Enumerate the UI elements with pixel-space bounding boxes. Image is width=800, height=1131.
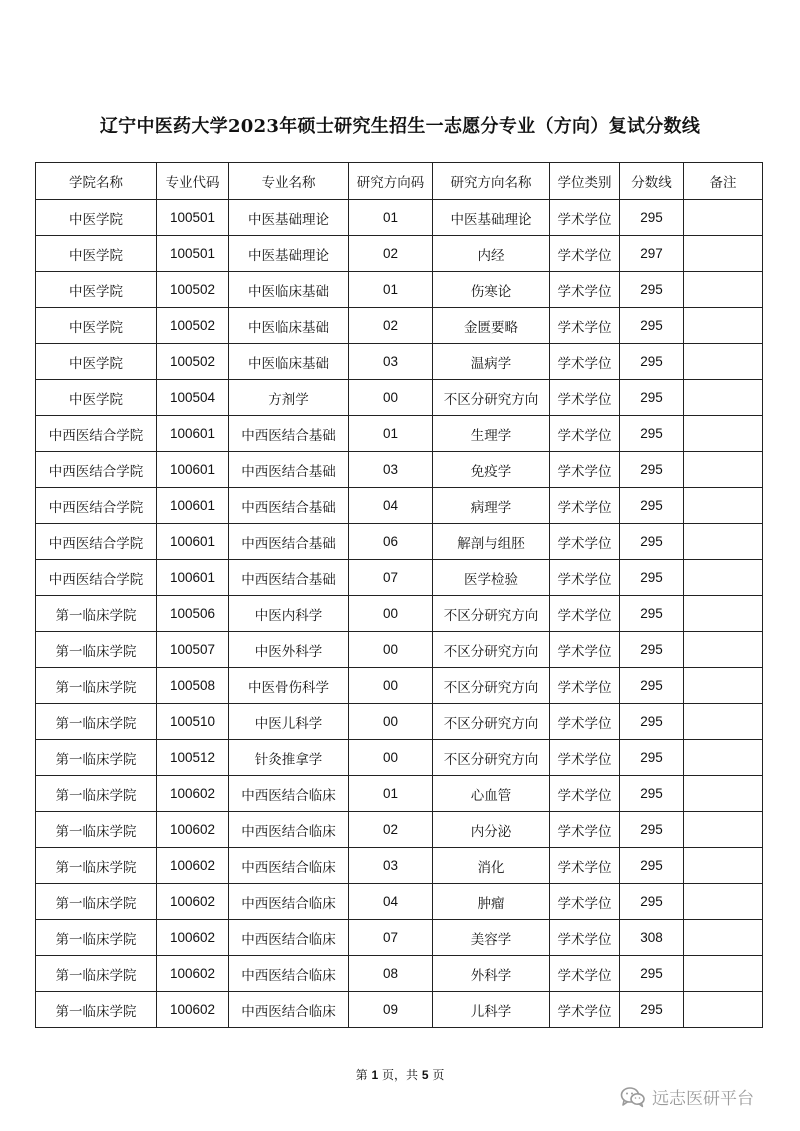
cell-remarks [684, 344, 763, 380]
cell-college: 中医学院 [36, 272, 157, 308]
cell-major-code: 100602 [157, 776, 229, 812]
cell-major-name: 中西医结合临床 [229, 884, 349, 920]
header-major-name: 专业名称 [229, 163, 349, 200]
cell-remarks [684, 704, 763, 740]
cell-direction-code: 00 [349, 632, 433, 668]
cell-major-name: 中西医结合基础 [229, 416, 349, 452]
cell-direction-code: 00 [349, 380, 433, 416]
cell-score: 295 [620, 884, 684, 920]
cell-direction-code: 03 [349, 452, 433, 488]
cell-major-code: 100601 [157, 560, 229, 596]
table-row [36, 740, 763, 776]
document-title: 辽宁中医药大学2023年硕士研究生招生一志愿分专业（方向）复试分数线 [99, 116, 701, 137]
cell-major-code: 100501 [157, 236, 229, 272]
cell-remarks [684, 560, 763, 596]
cell-direction-code: 02 [349, 812, 433, 848]
cell-college: 第一临床学院 [36, 884, 157, 920]
footer-prefix: 第 [355, 1068, 368, 1082]
cell-direction-name: 不区分研究方向 [433, 632, 550, 668]
cell-remarks [684, 848, 763, 884]
cell-major-code: 100504 [157, 380, 229, 416]
cell-direction-code: 04 [349, 488, 433, 524]
cell-college: 中医学院 [36, 236, 157, 272]
cell-major-name: 中医骨伤科学 [229, 668, 349, 704]
cell-major-code: 100602 [157, 992, 229, 1028]
cell-score: 295 [620, 416, 684, 452]
cell-remarks [684, 272, 763, 308]
cell-college: 第一临床学院 [36, 704, 157, 740]
cell-major-code: 100502 [157, 344, 229, 380]
table-row [36, 596, 763, 632]
table-row [36, 776, 763, 812]
cell-degree-type: 学术学位 [550, 920, 620, 956]
cell-score: 295 [620, 344, 684, 380]
cell-degree-type: 学术学位 [550, 524, 620, 560]
cell-major-name: 中医临床基础 [229, 344, 349, 380]
cell-direction-name: 金匮要略 [433, 308, 550, 344]
table-row [36, 560, 763, 596]
cell-degree-type: 学术学位 [550, 308, 620, 344]
cell-major-code: 100512 [157, 740, 229, 776]
cell-remarks [684, 452, 763, 488]
cell-degree-type: 学术学位 [550, 452, 620, 488]
cell-direction-code: 00 [349, 596, 433, 632]
cell-major-code: 100602 [157, 848, 229, 884]
cell-remarks [684, 920, 763, 956]
cell-remarks [684, 740, 763, 776]
table-header-row [36, 163, 763, 200]
cell-major-name: 中西医结合基础 [229, 524, 349, 560]
table-row [36, 992, 763, 1028]
cell-major-code: 100502 [157, 272, 229, 308]
table-row [36, 308, 763, 344]
cell-college: 第一临床学院 [36, 668, 157, 704]
table-row [36, 200, 763, 236]
cell-score: 295 [620, 776, 684, 812]
cell-score: 295 [620, 488, 684, 524]
table-row [36, 632, 763, 668]
cell-score: 295 [620, 380, 684, 416]
cell-major-code: 100508 [157, 668, 229, 704]
cell-college: 第一临床学院 [36, 848, 157, 884]
watermark [620, 1084, 754, 1109]
cell-degree-type: 学术学位 [550, 848, 620, 884]
cell-degree-type: 学术学位 [550, 236, 620, 272]
cell-score: 295 [620, 200, 684, 236]
table-row [36, 236, 763, 272]
table-row [36, 848, 763, 884]
cell-direction-code: 03 [349, 848, 433, 884]
header-major-code: 专业代码 [157, 163, 229, 200]
cell-score: 295 [620, 632, 684, 668]
cell-score: 295 [620, 308, 684, 344]
cell-college: 中西医结合学院 [36, 524, 157, 560]
cell-score: 295 [620, 812, 684, 848]
cell-direction-code: 06 [349, 524, 433, 560]
cell-direction-name: 内分泌 [433, 812, 550, 848]
cell-direction-code: 00 [349, 668, 433, 704]
table-row [36, 812, 763, 848]
cell-direction-name: 病理学 [433, 488, 550, 524]
cell-major-name: 针灸推拿学 [229, 740, 349, 776]
header-college: 学院名称 [36, 163, 157, 200]
cell-college: 第一临床学院 [36, 596, 157, 632]
cell-major-code: 100602 [157, 956, 229, 992]
cell-major-code: 100506 [157, 596, 229, 632]
table-row [36, 416, 763, 452]
table-row [36, 524, 763, 560]
cell-direction-name: 内经 [433, 236, 550, 272]
cell-remarks [684, 632, 763, 668]
cell-remarks [684, 992, 763, 1028]
table-row [36, 668, 763, 704]
header-remarks: 备注 [684, 163, 763, 200]
cell-direction-code: 02 [349, 308, 433, 344]
cell-direction-code: 08 [349, 956, 433, 992]
cell-score: 308 [620, 920, 684, 956]
cell-direction-code: 04 [349, 884, 433, 920]
cell-remarks [684, 776, 763, 812]
cell-major-name: 中西医结合临床 [229, 812, 349, 848]
cell-major-name: 中西医结合临床 [229, 776, 349, 812]
cell-remarks [684, 380, 763, 416]
cell-direction-code: 07 [349, 560, 433, 596]
cell-degree-type: 学术学位 [550, 776, 620, 812]
cell-score: 295 [620, 956, 684, 992]
table-row [36, 488, 763, 524]
cell-college: 第一临床学院 [36, 812, 157, 848]
cell-major-name: 中西医结合临床 [229, 992, 349, 1028]
cell-direction-name: 免疫学 [433, 452, 550, 488]
cell-major-name: 中西医结合临床 [229, 848, 349, 884]
cell-college: 第一临床学院 [36, 920, 157, 956]
footer-suffix: 页 [432, 1068, 445, 1082]
cell-direction-code: 00 [349, 740, 433, 776]
cell-degree-type: 学术学位 [550, 416, 620, 452]
cell-direction-name: 肿瘤 [433, 884, 550, 920]
cell-degree-type: 学术学位 [550, 380, 620, 416]
cell-major-code: 100502 [157, 308, 229, 344]
cell-score: 295 [620, 704, 684, 740]
cell-degree-type: 学术学位 [550, 344, 620, 380]
table-row [36, 380, 763, 416]
cell-college: 第一临床学院 [36, 632, 157, 668]
cell-direction-code: 01 [349, 416, 433, 452]
cell-direction-name: 温病学 [433, 344, 550, 380]
cell-score: 295 [620, 596, 684, 632]
score-table [35, 162, 763, 1028]
cell-remarks [684, 884, 763, 920]
cell-major-name: 中医儿科学 [229, 704, 349, 740]
cell-direction-name: 外科学 [433, 956, 550, 992]
cell-degree-type: 学术学位 [550, 740, 620, 776]
table-body [36, 200, 763, 1028]
cell-direction-name: 儿科学 [433, 992, 550, 1028]
cell-direction-name: 不区分研究方向 [433, 740, 550, 776]
cell-score: 297 [620, 236, 684, 272]
footer-page-number: 1 [371, 1068, 379, 1082]
cell-remarks [684, 200, 763, 236]
header-direction-code: 研究方向码 [349, 163, 433, 200]
cell-major-name: 中医外科学 [229, 632, 349, 668]
cell-major-name: 中医临床基础 [229, 272, 349, 308]
cell-degree-type: 学术学位 [550, 704, 620, 740]
cell-major-code: 100602 [157, 920, 229, 956]
cell-remarks [684, 236, 763, 272]
cell-direction-name: 生理学 [433, 416, 550, 452]
table-row [36, 272, 763, 308]
cell-college: 中西医结合学院 [36, 560, 157, 596]
cell-score: 295 [620, 740, 684, 776]
cell-remarks [684, 812, 763, 848]
cell-direction-code: 09 [349, 992, 433, 1028]
cell-degree-type: 学术学位 [550, 488, 620, 524]
cell-score: 295 [620, 452, 684, 488]
cell-direction-name: 医学检验 [433, 560, 550, 596]
cell-college: 第一临床学院 [36, 992, 157, 1028]
cell-direction-code: 07 [349, 920, 433, 956]
cell-direction-name: 不区分研究方向 [433, 668, 550, 704]
footer-middle: 页，共 [381, 1068, 418, 1082]
table-row [36, 884, 763, 920]
cell-remarks [684, 596, 763, 632]
cell-major-code: 100507 [157, 632, 229, 668]
cell-score: 295 [620, 992, 684, 1028]
cell-major-code: 100601 [157, 416, 229, 452]
cell-direction-name: 不区分研究方向 [433, 704, 550, 740]
cell-direction-name: 不区分研究方向 [433, 380, 550, 416]
cell-major-code: 100510 [157, 704, 229, 740]
cell-degree-type: 学术学位 [550, 812, 620, 848]
cell-direction-code: 01 [349, 200, 433, 236]
cell-remarks [684, 524, 763, 560]
cell-major-name: 中医基础理论 [229, 200, 349, 236]
cell-remarks [684, 956, 763, 992]
watermark-text: 远志医研平台 [652, 1089, 754, 1109]
cell-direction-name: 伤寒论 [433, 272, 550, 308]
cell-major-code: 100601 [157, 452, 229, 488]
table-row [36, 452, 763, 488]
cell-major-name: 中医临床基础 [229, 308, 349, 344]
header-score: 分数线 [620, 163, 684, 200]
cell-direction-code: 02 [349, 236, 433, 272]
cell-major-code: 100601 [157, 524, 229, 560]
table-row [36, 344, 763, 380]
cell-direction-name: 不区分研究方向 [433, 596, 550, 632]
cell-direction-name: 中医基础理论 [433, 200, 550, 236]
cell-college: 中西医结合学院 [36, 452, 157, 488]
cell-score: 295 [620, 524, 684, 560]
cell-remarks [684, 416, 763, 452]
cell-degree-type: 学术学位 [550, 632, 620, 668]
cell-remarks [684, 488, 763, 524]
cell-college: 中西医结合学院 [36, 416, 157, 452]
cell-major-name: 中西医结合临床 [229, 920, 349, 956]
cell-score: 295 [620, 668, 684, 704]
cell-degree-type: 学术学位 [550, 200, 620, 236]
cell-major-code: 100601 [157, 488, 229, 524]
cell-remarks [684, 308, 763, 344]
cell-direction-name: 消化 [433, 848, 550, 884]
cell-score: 295 [620, 848, 684, 884]
cell-degree-type: 学术学位 [550, 596, 620, 632]
cell-major-name: 中西医结合临床 [229, 956, 349, 992]
cell-major-name: 方剂学 [229, 380, 349, 416]
header-degree-type: 学位类别 [550, 163, 620, 200]
cell-degree-type: 学术学位 [550, 560, 620, 596]
cell-degree-type: 学术学位 [550, 884, 620, 920]
cell-degree-type: 学术学位 [550, 668, 620, 704]
cell-college: 第一临床学院 [36, 956, 157, 992]
cell-major-name: 中西医结合基础 [229, 452, 349, 488]
table-row [36, 704, 763, 740]
cell-remarks [684, 668, 763, 704]
cell-direction-name: 美容学 [433, 920, 550, 956]
cell-college: 中医学院 [36, 308, 157, 344]
cell-direction-code: 03 [349, 344, 433, 380]
cell-major-name: 中西医结合基础 [229, 488, 349, 524]
cell-major-name: 中西医结合基础 [229, 560, 349, 596]
table-row [36, 920, 763, 956]
cell-college: 中医学院 [36, 344, 157, 380]
header-direction-name: 研究方向名称 [433, 163, 550, 200]
cell-direction-name: 解剖与组胚 [433, 524, 550, 560]
cell-major-code: 100602 [157, 812, 229, 848]
cell-major-name: 中医内科学 [229, 596, 349, 632]
cell-college: 第一临床学院 [36, 776, 157, 812]
cell-college: 第一临床学院 [36, 740, 157, 776]
cell-major-code: 100602 [157, 884, 229, 920]
table-row [36, 956, 763, 992]
cell-direction-name: 心血管 [433, 776, 550, 812]
cell-major-code: 100501 [157, 200, 229, 236]
page-footer [0, 1066, 800, 1083]
cell-degree-type: 学术学位 [550, 272, 620, 308]
cell-direction-code: 01 [349, 272, 433, 308]
cell-direction-code: 01 [349, 776, 433, 812]
cell-college: 中医学院 [36, 380, 157, 416]
wechat-icon [620, 1086, 646, 1108]
cell-score: 295 [620, 560, 684, 596]
cell-major-name: 中医基础理论 [229, 236, 349, 272]
cell-degree-type: 学术学位 [550, 956, 620, 992]
cell-score: 295 [620, 272, 684, 308]
cell-college: 中西医结合学院 [36, 488, 157, 524]
cell-direction-code: 00 [349, 704, 433, 740]
cell-college: 中医学院 [36, 200, 157, 236]
cell-degree-type: 学术学位 [550, 992, 620, 1028]
footer-total-pages: 5 [421, 1068, 429, 1082]
